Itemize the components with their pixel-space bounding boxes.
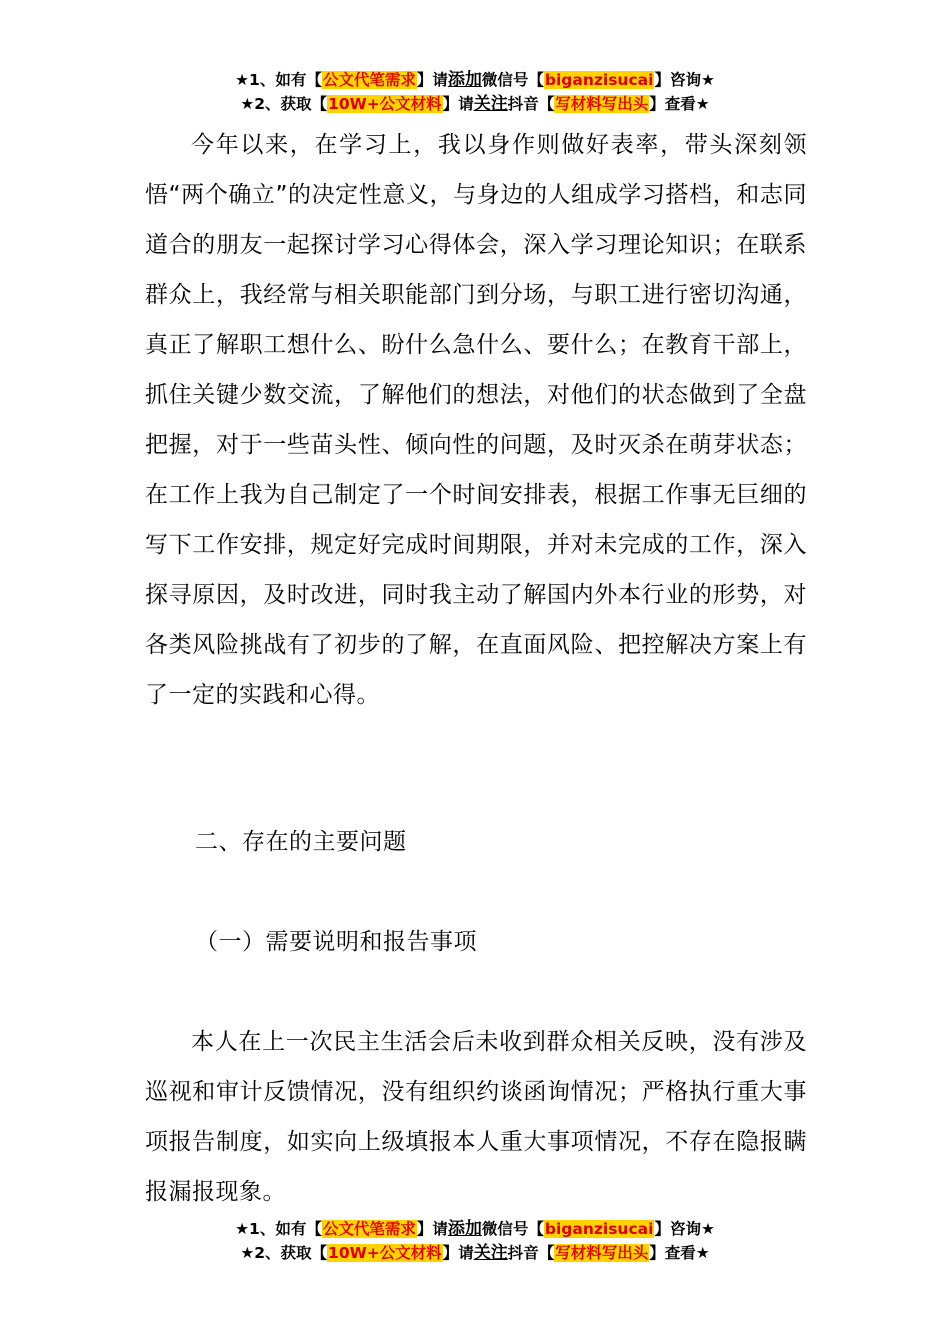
promo-douyin-id: 写材料写出头 [555, 1244, 649, 1262]
promo-text: 】请 [442, 95, 474, 113]
paragraph-self-review: 今年以来，在学习上，我以身作则做好表率，带头深刻领悟“两个确立”的决定性意义，与身边的人组成学习搭档，和志同道合的朋友一起探讨学习心得体会，深入学习理论知识；在联系群众上，我经常与相关职能部门到分场，与职工进行密切沟通，真正了解职工想什么、盼什么急什么、要什么；在教育干部上，抓住关键少数交流，了解他们的想法，对他们的状态做到了全盘把握，对于一些苗头性、倾向性的问题，及时灭杀在萌芽状态；在工作上我为自己制定了一个时间安排表，根据工作事无巨细的写下工作安排，规定好完成时间期限，并对未完成的工作，深入探寻原因，及时改进，同时我主动了解国内外本行业的形势，对各类风险挑战有了初步的了解，在直面风险、把控解决方案上有了一定的实践和心得。 [145, 132, 807, 708]
promo-wechat-id: biganzisucai [544, 1220, 654, 1238]
promo-line-2-bottom [0, 1243, 950, 1263]
promo-line-1-bottom [0, 1219, 950, 1239]
promo-underlined: 关注 [473, 94, 508, 114]
promo-suffix: 】查看★ [649, 1244, 710, 1262]
promo-text: 抖音【 [507, 1244, 555, 1262]
promo-text: 微信号【 [481, 71, 544, 89]
promo-prefix: ★2、获取【 [240, 95, 328, 113]
promo-suffix: 】查看★ [649, 95, 710, 113]
paragraph-report-items: 本人在上一次民主生活会后未收到群众相关反映，没有涉及巡视和审计反馈情况，没有组织约谈函询情况；严格执行重大事项报告制度，如实向上级填报本人重大事项情况，不存在隐报瞒报漏报现象。 [145, 1029, 807, 1205]
promo-prefix: ★1、如有【 [235, 1220, 322, 1238]
section-heading-problems: 二、存在的主要问题 [195, 829, 407, 855]
promo-prefix: ★2、获取【 [240, 1244, 328, 1262]
promo-suffix: 】咨询★ [654, 71, 715, 89]
promo-wechat-id: biganzisucai [544, 71, 654, 89]
promo-underlined: 关注 [473, 1243, 508, 1263]
document-body [145, 120, 807, 720]
promo-text: 】请 [442, 1244, 474, 1262]
promo-line-2-top [0, 94, 950, 114]
promo-douyin-id: 写材料写出头 [555, 95, 649, 113]
promo-text: 】请 [416, 71, 448, 89]
promo-highlight: 10W+公文材料 [328, 95, 442, 113]
promo-suffix: 】咨询★ [654, 1220, 715, 1238]
promo-highlight: 公文代笔需求 [322, 71, 416, 89]
promo-text: 抖音【 [507, 95, 555, 113]
promo-underlined: 添加 [447, 1219, 482, 1239]
promo-highlight: 公文代笔需求 [322, 1220, 416, 1238]
promo-highlight: 10W+公文材料 [328, 1244, 442, 1262]
subsection-heading-report-items: （一）需要说明和报告事项 [195, 929, 477, 955]
promo-text: 】请 [416, 1220, 448, 1238]
promo-prefix: ★1、如有【 [235, 71, 322, 89]
document-body-2 [145, 1017, 807, 1217]
promo-text: 微信号【 [481, 1220, 544, 1238]
promo-underlined: 添加 [447, 70, 482, 90]
promo-line-1-top [0, 70, 950, 90]
